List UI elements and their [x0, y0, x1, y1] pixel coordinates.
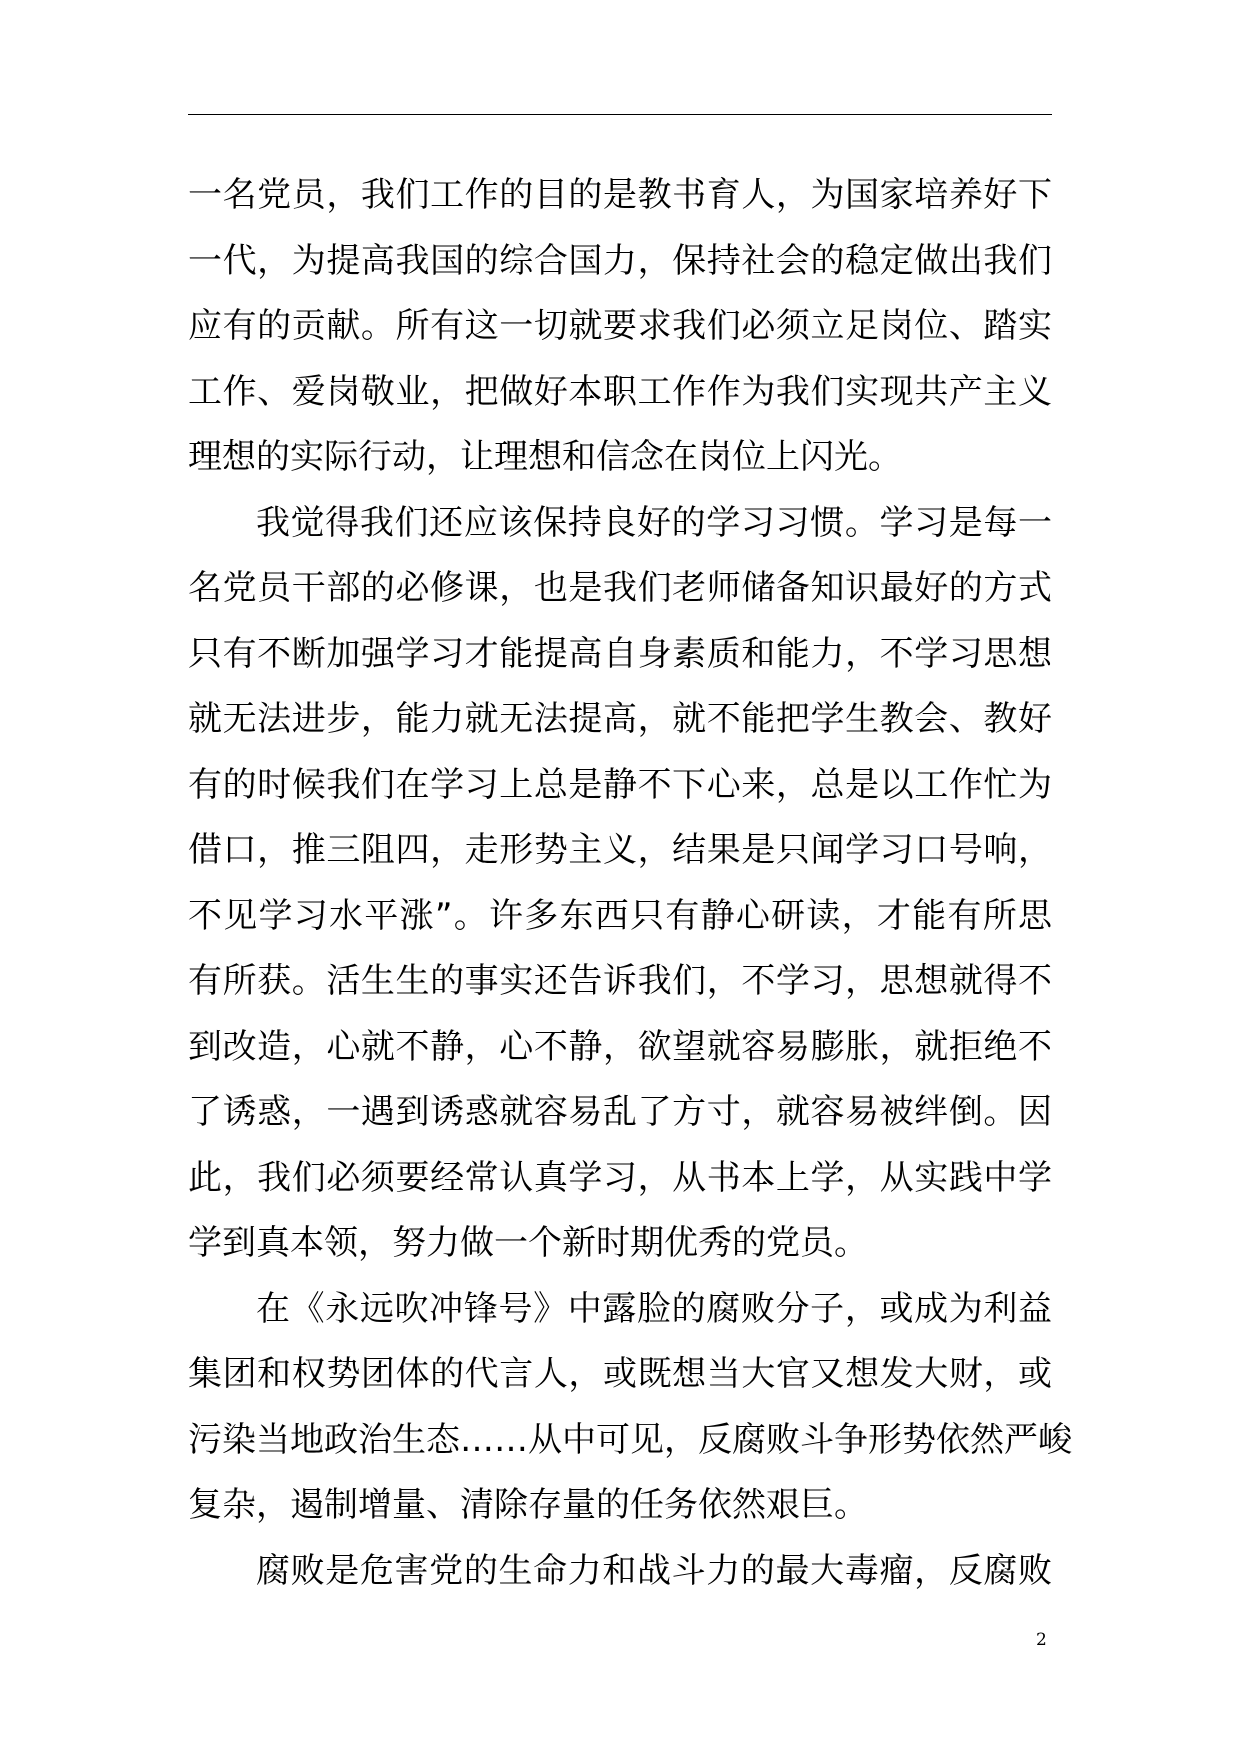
- text-line: 借口，推三阻四，走形势主义，结果是只闻学习口号响，: [188, 830, 1052, 870]
- text-line: 一名党员，我们工作的目的是教书育人，为国家培养好下: [188, 175, 1052, 215]
- document-body: [188, 163, 1072, 1604]
- paragraph-first-line: 我觉得我们还应该保持良好的学习习惯。学习是每一: [256, 502, 1052, 543]
- text-line: 污染当地政治生态……从中可见，反腐败斗争形势依然严峻: [188, 1419, 1072, 1460]
- text-line: 集团和权势团体的代言人，或既想当大官又想发大财，或: [188, 1354, 1052, 1394]
- text-line: 到改造，心就不静，心不静，欲望就容易膨胀，就拒绝不: [188, 1026, 1052, 1067]
- text-line: 工作、爱岗敬业，把做好本职工作作为我们实现共产主义: [188, 371, 1052, 412]
- text-line: 应有的贡献。所有这一切就要求我们必须立足岗位、踏实: [188, 306, 1052, 346]
- text-line: 名党员干部的必修课，也是我们老师储备知识最好的方式: [188, 568, 1052, 608]
- text-line: 复杂，遏制增量、清除存量的任务依然艰巨。: [188, 1485, 868, 1525]
- text-line: 不见学习水平涨”。许多东西只有静心研读，才能有所思: [188, 895, 1052, 936]
- text-line: 学到真本领，努力做一个新时期优秀的党员。: [188, 1223, 868, 1263]
- paragraph-first-line: 在《永远吹冲锋号》中露脸的腐败分子，或成为利益: [256, 1288, 1052, 1329]
- header-rule: [188, 114, 1052, 115]
- text-line: 此，我们必须要经常认真学习，从书本上学，从实践中学: [188, 1157, 1052, 1198]
- page-number: 2: [1036, 1630, 1047, 1650]
- text-line: 了诱惑，一遇到诱惑就容易乱了方寸，就容易被绊倒。因: [188, 1092, 1052, 1132]
- text-line: 就无法进步，能力就无法提高，就不能把学生教会、教好: [188, 699, 1052, 739]
- text-line: 有的时候我们在学习上总是静不下心来，总是以工作忙为: [188, 764, 1052, 805]
- text-line: 只有不断加强学习才能提高自身素质和能力，不学习思想: [188, 633, 1052, 674]
- text-line: 理想的实际行动，让理想和信念在岗位上闪光。: [188, 437, 902, 477]
- text-line: 有所获。活生生的事实还告诉我们，不学习，思想就得不: [188, 961, 1052, 1001]
- text-line: 一代，为提高我国的综合国力，保持社会的稳定做出我们: [188, 240, 1052, 281]
- paragraph-first-line: 腐败是危害党的生命力和战斗力的最大毒瘤，反腐败: [256, 1550, 1052, 1591]
